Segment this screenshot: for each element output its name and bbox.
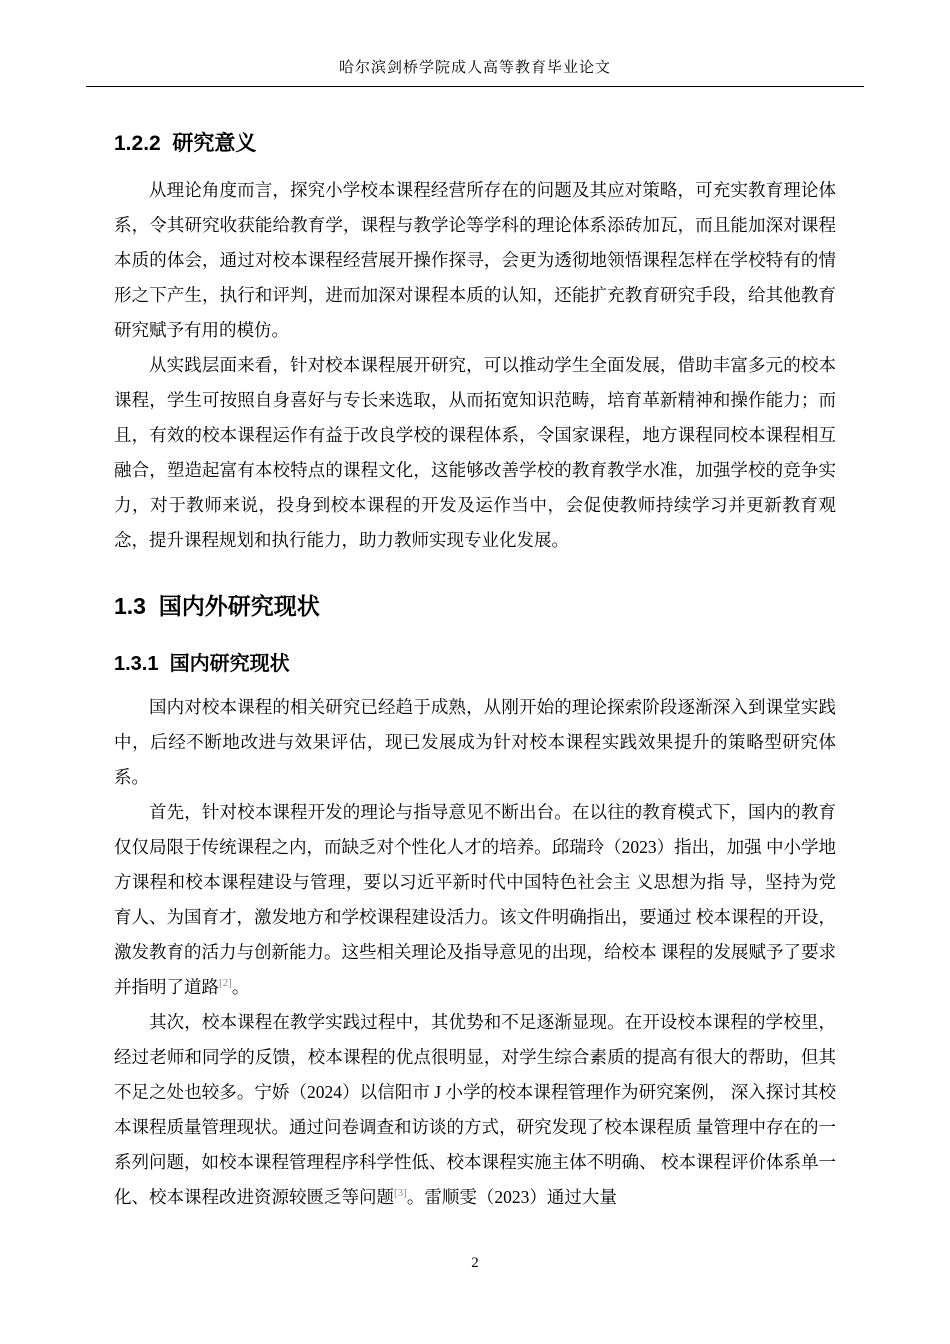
page-header-title: 哈尔滨剑桥学院成人高等教育毕业论文 <box>86 56 864 87</box>
page-number: 2 <box>471 1255 479 1271</box>
paragraph-practical-significance: 从实践层面来看，针对校本课程展开研究，可以推动学生全面发展，借助丰富多元的校本课程，学生可按照自身喜好与专长来选取，从而拓宽知识范畴，培育革新精神和操作能力；而且，有效的校本课程运作有益于改良学校的课程体系，令国家课程，地方课程同校本课程相互融合，塑造起富有本校特点的课程文化，这能够改善学校的教育教学水准，加强学校的竞争实力，对于教师来说，投身到校本课程的开发及运作当中，会促使教师持续学习并更新教育观念，提升课程规划和执行能力，助力教师实现专业化发展。 <box>114 355 836 550</box>
paragraph-domestic-second <box>114 1005 836 1215</box>
paragraph-theoretical-significance: 从理论角度而言，探究小学校本课程经营所存在的问题及其应对策略，可充实教育理论体系，令其研究收获能给教育学，课程与教学论等学科的理论体系添砖加瓦，而且能加深对课程本质的体会，通过对校本课程经营展开操作探寻，会更为透彻地领悟课程怎样在学校特有的情形之下产生，执行和评判，进而加深对课程本质的认知，还能扩充教育研究手段，给其他教育研究赋予有用的模仿。 <box>114 180 836 340</box>
heading-1-2-2-research-significance: 1.2.2 研究意义 <box>114 132 257 155</box>
heading-1-3-research-status: 1.3 国内外研究现状 <box>114 593 320 619</box>
heading-1-3-1-domestic-research-status: 1.3.1 国内研究现状 <box>114 653 290 675</box>
paragraph-domestic-second-text: 其次，校本课程在教学实践过程中，其优势和不足逐渐显现。在开设校本课程的学校里，经过老师和同学的反馈，校本课程的优点很明显，对学生综合素质的提高有很大的帮助，但其不足之处也较多。宁娇（2024）以信阳市 J 小学的校本课程管理作为研究案例， 深入探讨其校本课程质量管理现状。通过问卷调查和访谈的方式，研究发现了校本课程质 量管理中存在的一系列问题，如校本课程管理程序科学性低、校本课程实施主体不明确、 校本课程评价体系单一化、校本课程改进资源较匮乏等问题 <box>114 1012 836 1207</box>
paragraph-domestic-first <box>114 795 836 1005</box>
document-body <box>114 87 836 1215</box>
paragraph-domestic-first-end: 。 <box>231 977 250 997</box>
citation-ref-2: [2] <box>219 977 232 990</box>
paragraph-domestic-first-text: 首先，针对校本课程开发的理论与指导意见不断出台。在以往的教育模式下，国内的教育仅仅局限于传统课程之内，而缺乏对个性化人才的培养。邱瑞玲（2023）指出，加强 中小学地方课程和校本课程建设与管理，要以习近平新时代中国特色社会主 义思想为指 导，坚持为党育人、为国育才，激发地方和学校课程建设活力。该文件明确指出，要通过 校本课程的开设，激发教育的活力与创新能力。这些相关理论及指导意见的出现，给校本 课程的发展赋予了要求并指明了道路 <box>114 802 836 997</box>
paragraph-domestic-second-end: 。雷顺雯（2023）通过大量 <box>406 1187 617 1207</box>
paragraph-domestic-overview: 国内对校本课程的相关研究已经趋于成熟，从刚开始的理论探索阶段逐渐深入到课堂实践中，后经不断地改进与效果评估，现已发展成为针对校本课程实践效果提升的策略型研究体系。 <box>114 697 836 787</box>
citation-ref-3: [3] <box>394 1187 407 1200</box>
